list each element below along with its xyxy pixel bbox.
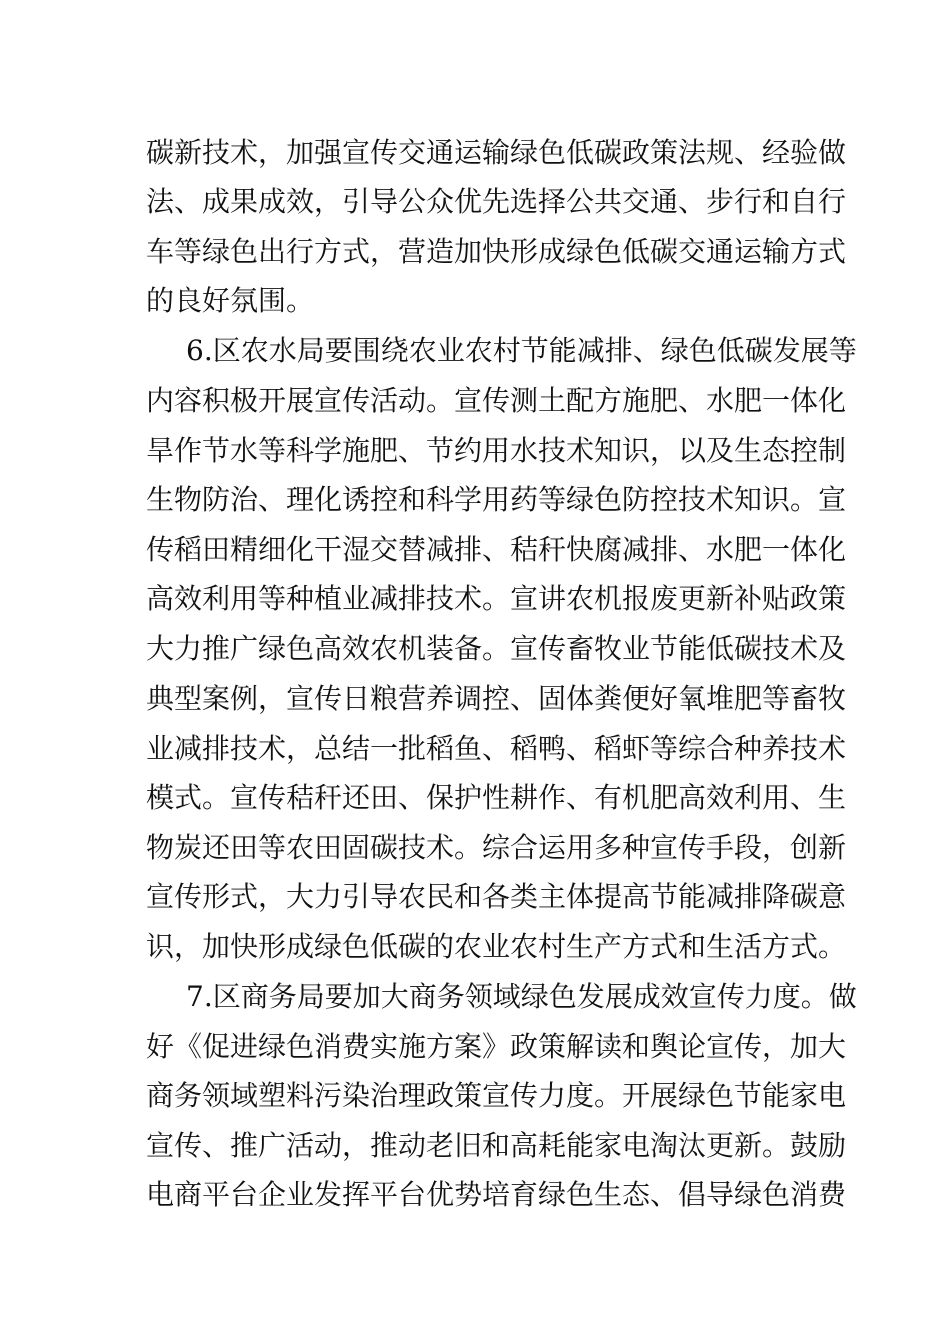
text-line: 业减排技术，总结一批稻鱼、稻鸭、稻虾等综合种养技术	[146, 732, 847, 765]
text-line: 识，加快形成绿色低碳的农业农村生产方式和生活方式。	[146, 930, 847, 963]
text-line: 内容积极开展宣传活动。宣传测土配方施肥、水肥一体化	[146, 384, 847, 417]
text-line: 典型案例，宣传日粮营养调控、固体粪便好氧堆肥等畜牧	[146, 682, 847, 715]
text-line: 生物防治、理化诱控和科学用药等绿色防控技术知识。宣	[146, 483, 847, 516]
paragraph-6-first-line: 6.区农水局要围绕农业农村节能减排、绿色低碳发展等	[186, 334, 857, 367]
text-line: 好《促进绿色消费实施方案》政策解读和舆论宣传，加大	[146, 1030, 847, 1063]
text-line: 宣传形式，大力引导农民和各类主体提高节能减排降碳意	[146, 880, 847, 913]
text-line: 旱作节水等科学施肥、节约用水技术知识，以及生态控制	[146, 434, 847, 467]
text-line: 碳新技术，加强宣传交通运输绿色低碳政策法规、经验做	[146, 136, 847, 169]
text-line: 高效利用等种植业减排技术。宣讲农机报废更新补贴政策	[146, 582, 847, 615]
text-line: 的良好氛围。	[146, 284, 315, 317]
text-line: 大力推广绿色高效农机装备。宣传畜牧业节能低碳技术及	[146, 632, 847, 665]
text-line: 宣传、推广活动，推动老旧和高耗能家电淘汰更新。鼓励	[146, 1129, 847, 1162]
text-line: 模式。宣传秸秆还田、保护性耕作、有机肥高效利用、生	[146, 781, 847, 814]
text-line: 物炭还田等农田固碳技术。综合运用多种宣传手段，创新	[146, 831, 847, 864]
text-line: 车等绿色出行方式，营造加快形成绿色低碳交通运输方式	[146, 235, 847, 268]
text-line: 电商平台企业发挥平台优势培育绿色生态、倡导绿色消费	[146, 1178, 847, 1211]
text-line: 商务领域塑料污染治理政策宣传力度。开展绿色节能家电	[146, 1079, 847, 1112]
paragraph-7-first-line: 7.区商务局要加大商务领域绿色发展成效宣传力度。做	[186, 980, 857, 1013]
text-line: 传稻田精细化干湿交替减排、秸秆快腐减排、水肥一体化	[146, 533, 847, 566]
text-line: 法、成果成效，引导公众优先选择公共交通、步行和自行	[146, 185, 847, 218]
